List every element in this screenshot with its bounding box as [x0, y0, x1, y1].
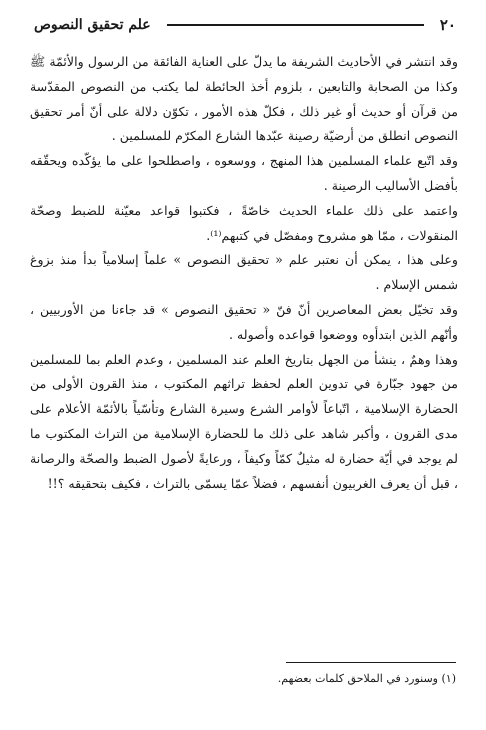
paragraph-5: وقد تخيّل بعض المعاصرين أنّ فنّ « تحقيق النصوص » قد جاءنا من الأوربيين ، وأنّهم الذين ابتدأوه ووضعوا قواعده وأصوله .: [30, 301, 458, 342]
page-number: ٢٠: [439, 16, 456, 34]
paragraph-4: وعلى هذا ، يمكن أن نعتبر علم « تحقيق النصوص » علماً إسلامياً بدأ منذ بزوغ شمس الإسلام .: [30, 252, 458, 293]
running-title: علم تحقيق النصوص: [34, 17, 151, 33]
paragraph-3: واعتمد على ذلك علماء الحديث خاصّةً ، فكتبوا قواعد معيّنة للضبط وصحّة المنقولات ، ممّا هو مشروح ومفصّل في كتبهم⁽¹⁾.: [30, 202, 458, 243]
paragraph-1: وقد انتشر في الأحاديث الشريفة ما يدلّ على العناية الفائقة من الرسول والأئمّة ﷺ وكذا من الصحابة والتابعين ، بلزوم أخذ الحائطة لما يكتب من النصوص المقدّسة من قرآن أو حديث أو غير ذلك ، فكلّ هذه الأمور ، تكوّن دلالة على أنّ أمر تحقيق النصوص انطلق من أرضيّة رصينة عبّدها الشارع المكرّم للمسلمين .: [30, 54, 458, 144]
paragraph-6: وهذا وهمٌ ، ينشأ من الجهل بتاريخ العلم عند المسلمين ، وعدم العلم بما للمسلمين من جهود جبّارة في تدوين العلم لحفظ تراثهم المكتوب ، منذ القرون الأولى من الحضارة الإسلامية ، اتّباعاً لأوامر الشرع وسيرة الشارع وتأسّياً بالأئمّة الأعلام على مدى القرون ، وأكبر شاهد على ذلك ما للحضارة الإسلامية من التراث المكتوب ما لم يوجد في أيّة حضارة له مثيلٌ كمّاً وكيفاً ، ورعايةً لأصول الضبط والصحّة والرصانة ، قبل أن يعرف الغربيون أنفسهم ، فضلاً عمّا يسمّى بالتراث ، فكيف بتحقيقه ؟!!: [30, 351, 458, 491]
page-body: [30, 50, 458, 496]
header-rule: [167, 24, 424, 26]
page-header: [34, 12, 456, 38]
paragraph-2: وقد اتّبع علماء المسلمين هذا المنهج ، ووسعوه ، واصطلحوا على ما يؤكّده ويحقّقه بأفضل الأساليب الرصينة .: [30, 153, 458, 193]
footnote-rule: [286, 662, 456, 663]
footnote: (١) وسنورد في الملاحق كلمات بعضهم.: [277, 672, 456, 685]
